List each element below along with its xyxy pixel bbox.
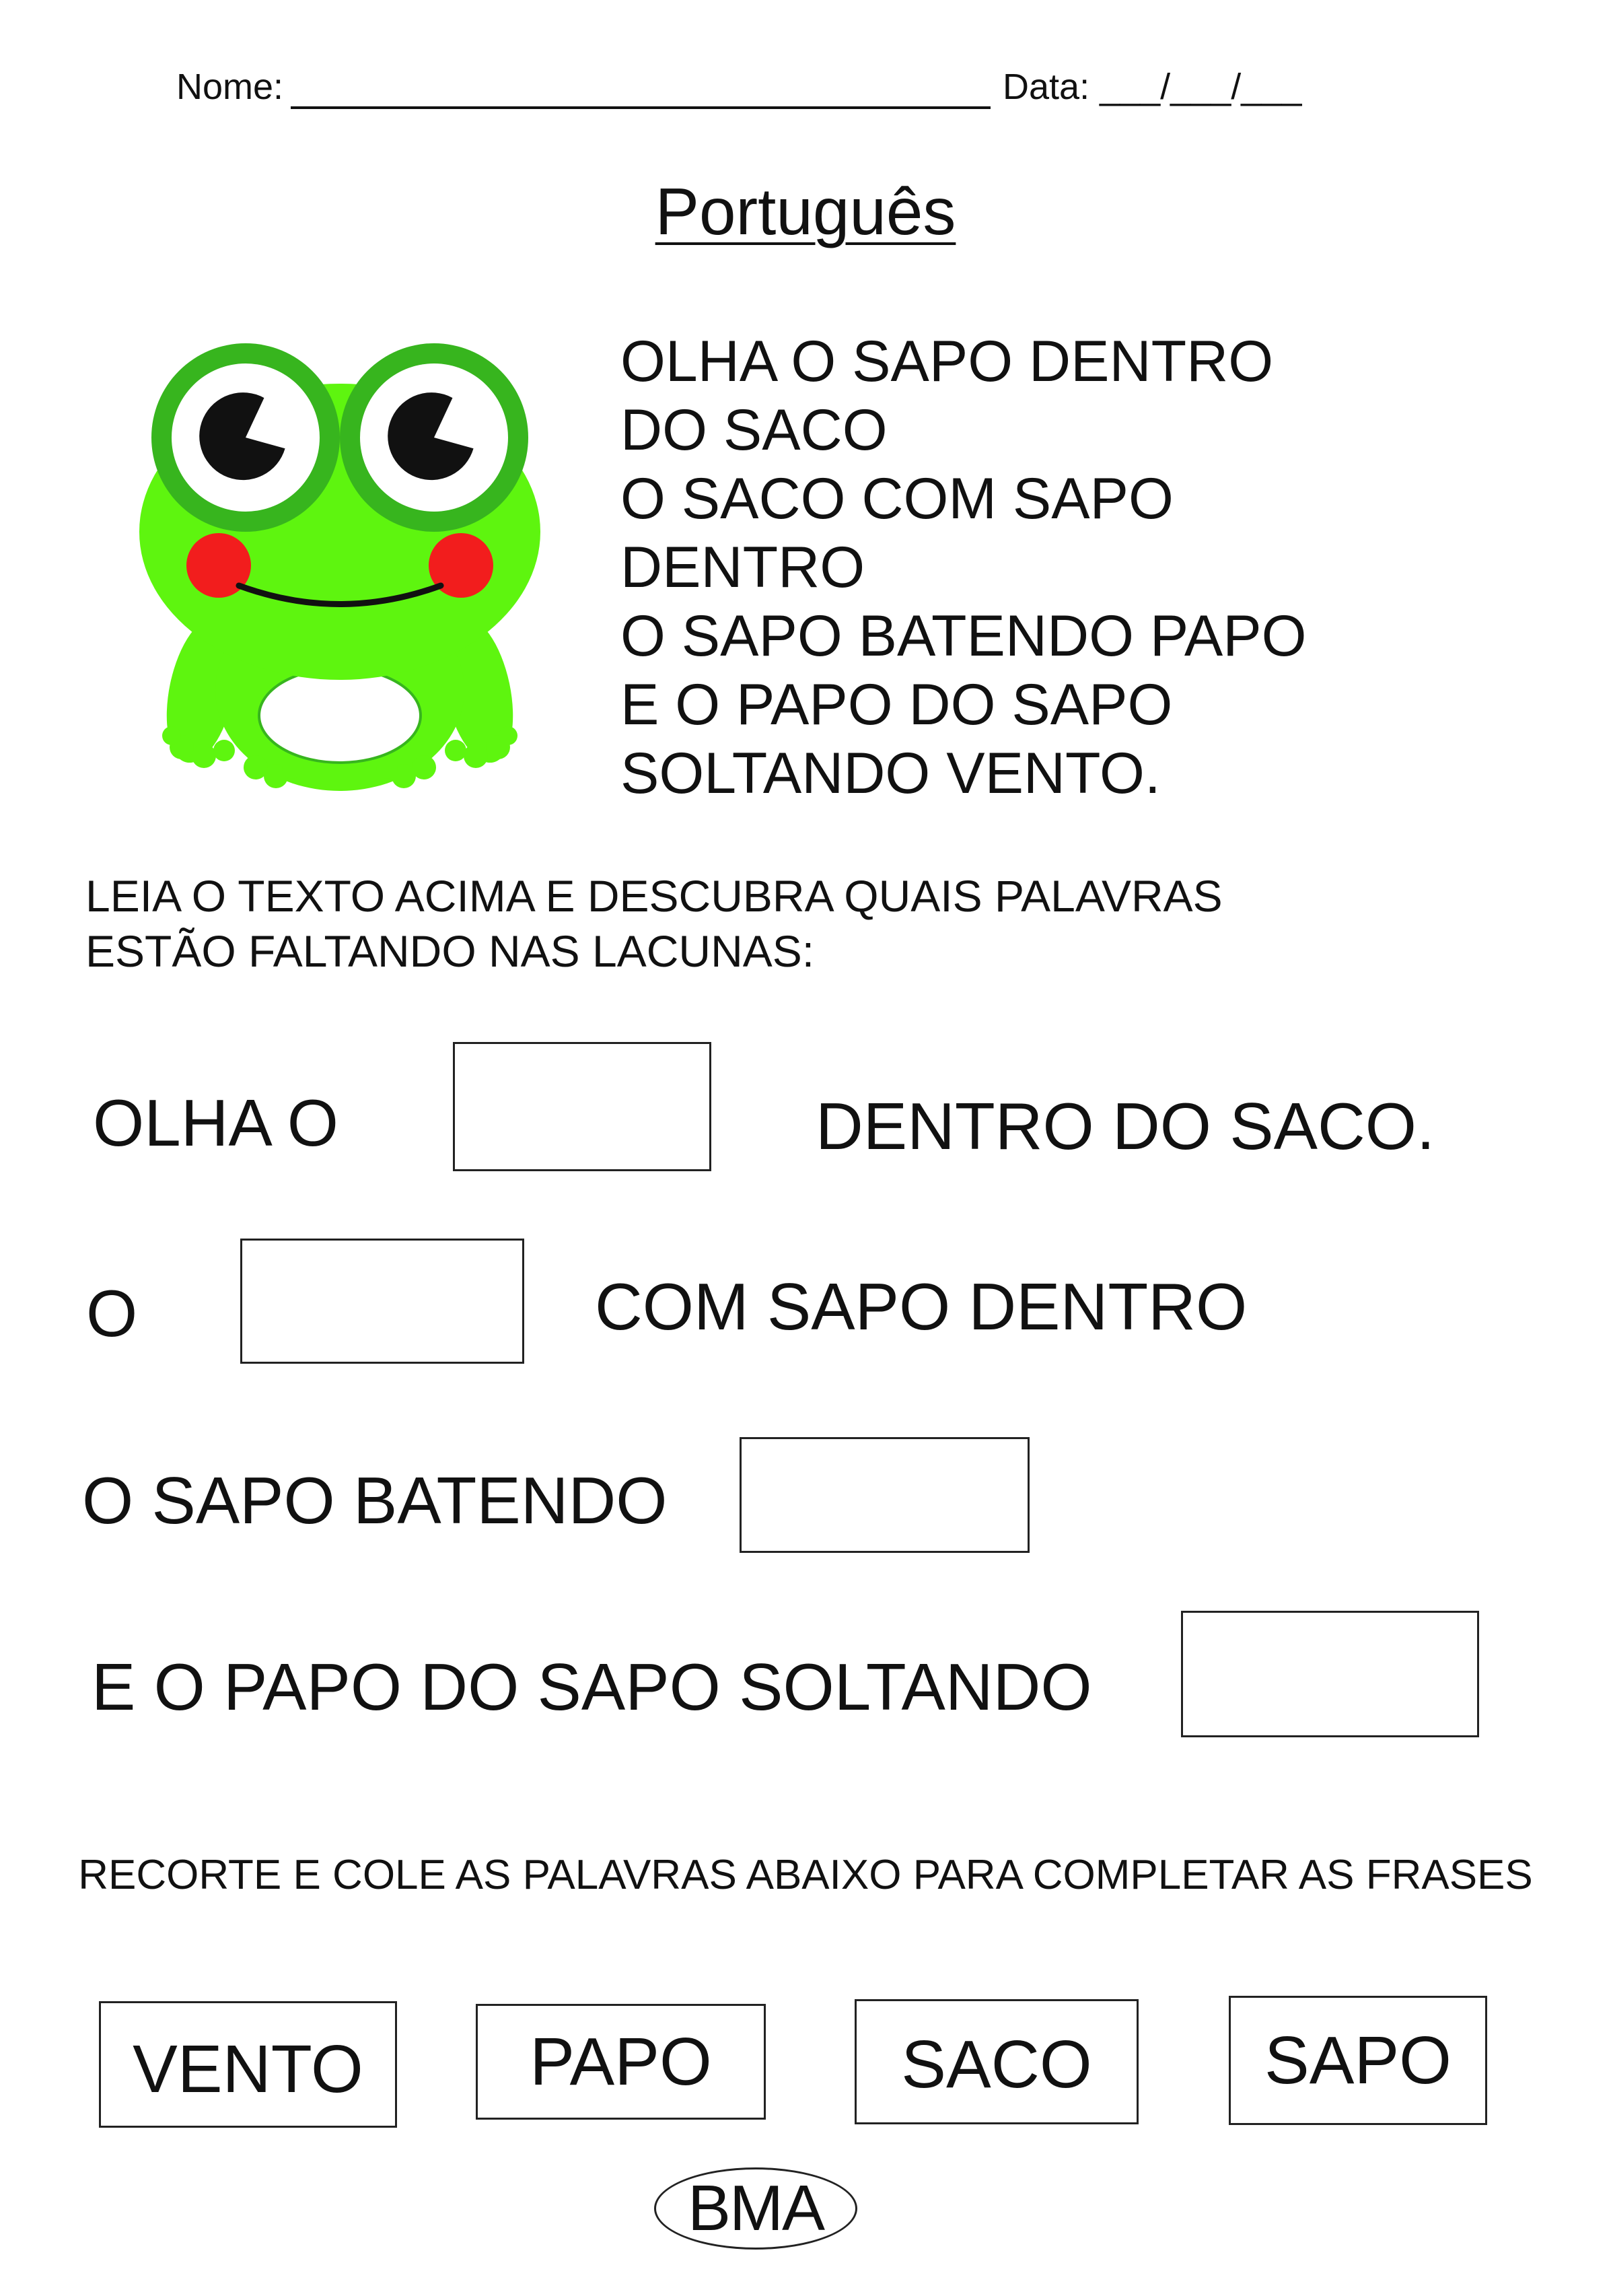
date-field[interactable]: Data: ___/___/___ bbox=[1003, 67, 1302, 107]
reading-instruction bbox=[85, 868, 1223, 979]
sentence-1-blank[interactable] bbox=[453, 1042, 711, 1171]
cut-paste-instruction: RECORTE E COLE AS PALAVRAS ABAIXO PARA COMPLETAR AS FRASES bbox=[78, 1852, 1533, 1898]
word-card-vento[interactable] bbox=[99, 2001, 397, 2128]
frog-belly bbox=[259, 668, 421, 763]
page-title: Português bbox=[655, 174, 956, 248]
word-card-saco[interactable] bbox=[855, 1999, 1139, 2124]
sentence-2-blank[interactable] bbox=[240, 1239, 524, 1364]
frog-right-eye bbox=[340, 343, 528, 532]
word-card-papo[interactable] bbox=[476, 2004, 766, 2120]
bma-logo-text: BMA bbox=[687, 2172, 824, 2244]
word-card-sapo[interactable] bbox=[1229, 1996, 1487, 2125]
frog-left-eye bbox=[151, 343, 340, 532]
poem-line: SOLTANDO VENTO. bbox=[620, 741, 1161, 806]
sentence-3-before: O SAPO BATENDO bbox=[82, 1463, 668, 1537]
sentence-3-blank[interactable] bbox=[740, 1437, 1030, 1553]
instruction-line: LEIA O TEXTO ACIMA E DESCUBRA QUAIS PALAVRAS bbox=[85, 871, 1223, 921]
poem-line: OLHA O SAPO DENTRO bbox=[620, 329, 1274, 394]
word-card-label: SACO bbox=[901, 2026, 1092, 2102]
poem-line: DENTRO bbox=[620, 535, 865, 600]
word-card-label: PAPO bbox=[530, 2023, 712, 2099]
poem-line: O SACO COM SAPO bbox=[620, 466, 1174, 531]
bma-logo bbox=[654, 2167, 857, 2250]
sentence-1-before: OLHA O bbox=[93, 1086, 338, 1160]
word-card-label: SAPO bbox=[1264, 2022, 1452, 2098]
poem bbox=[620, 327, 1307, 808]
word-card-label: VENTO bbox=[133, 2031, 363, 2107]
sentence-4-blank[interactable] bbox=[1181, 1611, 1479, 1737]
sentence-4-before: E O PAPO DO SAPO SOLTANDO bbox=[92, 1650, 1092, 1724]
sentence-2-before: O bbox=[86, 1276, 138, 1350]
frog-illustration bbox=[138, 326, 542, 798]
sentence-2-after: COM SAPO DENTRO bbox=[595, 1269, 1248, 1344]
poem-line: DO SACO bbox=[620, 398, 888, 462]
sentence-1-after: DENTRO DO SACO. bbox=[816, 1089, 1435, 1163]
name-field-line[interactable] bbox=[291, 106, 991, 109]
instruction-line: ESTÃO FALTANDO NAS LACUNAS: bbox=[85, 926, 815, 976]
poem-line: E O PAPO DO SAPO bbox=[620, 672, 1173, 737]
name-label: Nome: bbox=[176, 67, 284, 107]
poem-line: O SAPO BATENDO PAPO bbox=[620, 604, 1307, 668]
